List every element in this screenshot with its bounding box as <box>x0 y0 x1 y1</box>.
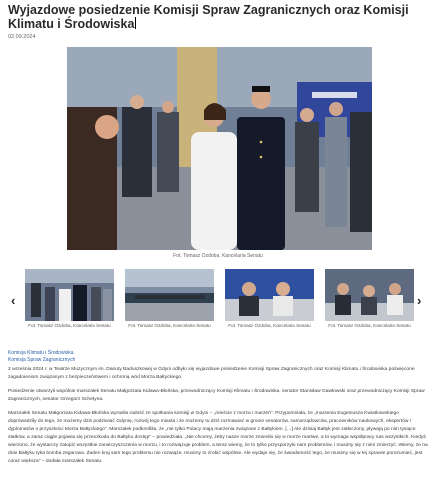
article-body <box>8 366 428 472</box>
article-title: Wyjazdowe posiedzenie Komisji Spraw Zagranicznych oraz Komisji Klimatu i Środowiska <box>8 3 409 31</box>
thumbnail-image <box>125 269 214 321</box>
gallery-thumbnail[interactable] <box>325 269 414 328</box>
main-photo-caption: Fot. Tomasz Ozdoba, Kancelaria Senatu <box>173 253 263 259</box>
thumbnail-caption: Fot. Tomasz Ozdoba, Kancelaria Senatu <box>328 323 411 328</box>
main-photo[interactable] <box>67 47 372 250</box>
text-cursor <box>135 17 136 29</box>
gallery-thumbnail[interactable] <box>125 269 214 328</box>
thumbnail-image <box>25 269 114 321</box>
article-paragraph: 2 września 2024 r. w Teatrze Muzycznym im. Danuty Baduszkowej w Gdyni odbyło się wyjazdowe posiedzenie Komisji Spraw Zagranicznych oraz Komisji Klimatu i Środowiska poświęcone zagadnieniom związanym z bezpieczeństwem i ochroną wód Morza Bałtyckiego. <box>8 367 415 380</box>
article-paragraph: Marszałek Senatu Małgorzata Kidawa-Błońska wyraziła radość ze spotkania komisji w Gdyni – „mieście z morza i marzeń". Przypomniała, że „marzenia Eugeniusza Kwiatkowskiego doprowadziły do tego, że możemy dziś podziwiać Gdynię, rozwój tego miasta i że możemy tu dziś rozmawiać w gronie senatorów, samorządowców, pracowników naukowych, ekspertów i dyplomatów o przyszłości Morza Bałtyckiego". Marszałek podkreśliła, że „nie tylko Polacy mają marzenia związane z Bałtykiem. […] Ale dzisiaj Bałtyk jest zatłoczony, pływają po nim tysiące statków, a zaraz ciągle pojawia się przeszkoda do Bałtyku dostęp" – powiedziała. „Nie chcemy, żeby nasze morze zmieniło się w morze martwe, a to wymaga współpracy nas wszystkich. Kiedyś wierzono, że wystarczy zatopić wszystkie zanieczyszczenia w morzu, i to rozwiązuje problem, a teraz wiemy, że to tylko przysporzyło nam problemów, i musimy się z nimi zmierzyć. Wiemy, że na dnie Bałtyku tyka bomba zegarowa. Żaden kraj sam tego problemu nie rozwiąże, musimy to zrobić wspólnie. Ale wydaje się, że świadomość tego, że musimy się w tej sprawie porozumieć, jest coraz większa" – dodała marszałek Senatu. <box>8 411 428 464</box>
article-date: 02.09.2024 <box>8 34 36 40</box>
chevron-left-icon: ‹ <box>11 293 16 308</box>
article-paragraph: Posiedzenie otworzyli wspólnie marszałek Senatu Małgorzata Kidawa-Błońska, przewodniczący Komisji Klimatu i Środowiska, senator Stanisław Gawłowski oraz przewodniczący Komisji Spraw Zagranicznych, senator Grzegorz Schetyna. <box>8 389 425 402</box>
gallery-next-button[interactable] <box>417 293 421 308</box>
thumbnail-image <box>325 269 414 321</box>
chevron-right-icon: › <box>417 293 422 308</box>
gallery-thumbnail[interactable] <box>25 269 114 328</box>
thumbnail-caption: Fot. Tomasz Ozdoba, Kancelaria Senatu <box>128 323 211 328</box>
article-tags <box>8 350 75 364</box>
thumbnail-image <box>225 269 314 321</box>
thumbnail-caption: Fot. Tomasz Ozdoba, Kancelaria Senatu <box>228 323 311 328</box>
article-header <box>8 3 428 31</box>
gallery-thumbnail[interactable] <box>225 269 314 328</box>
tag-link[interactable]: Komisja Klimatu i Środowiska <box>8 350 74 356</box>
main-photo-image <box>67 47 372 250</box>
gallery-prev-button[interactable] <box>11 293 15 308</box>
thumbnail-caption: Fot. Tomasz Ozdoba, Kancelaria Senatu <box>28 323 111 328</box>
tag-link[interactable]: Komisja Spraw Zagranicznych <box>8 357 76 363</box>
